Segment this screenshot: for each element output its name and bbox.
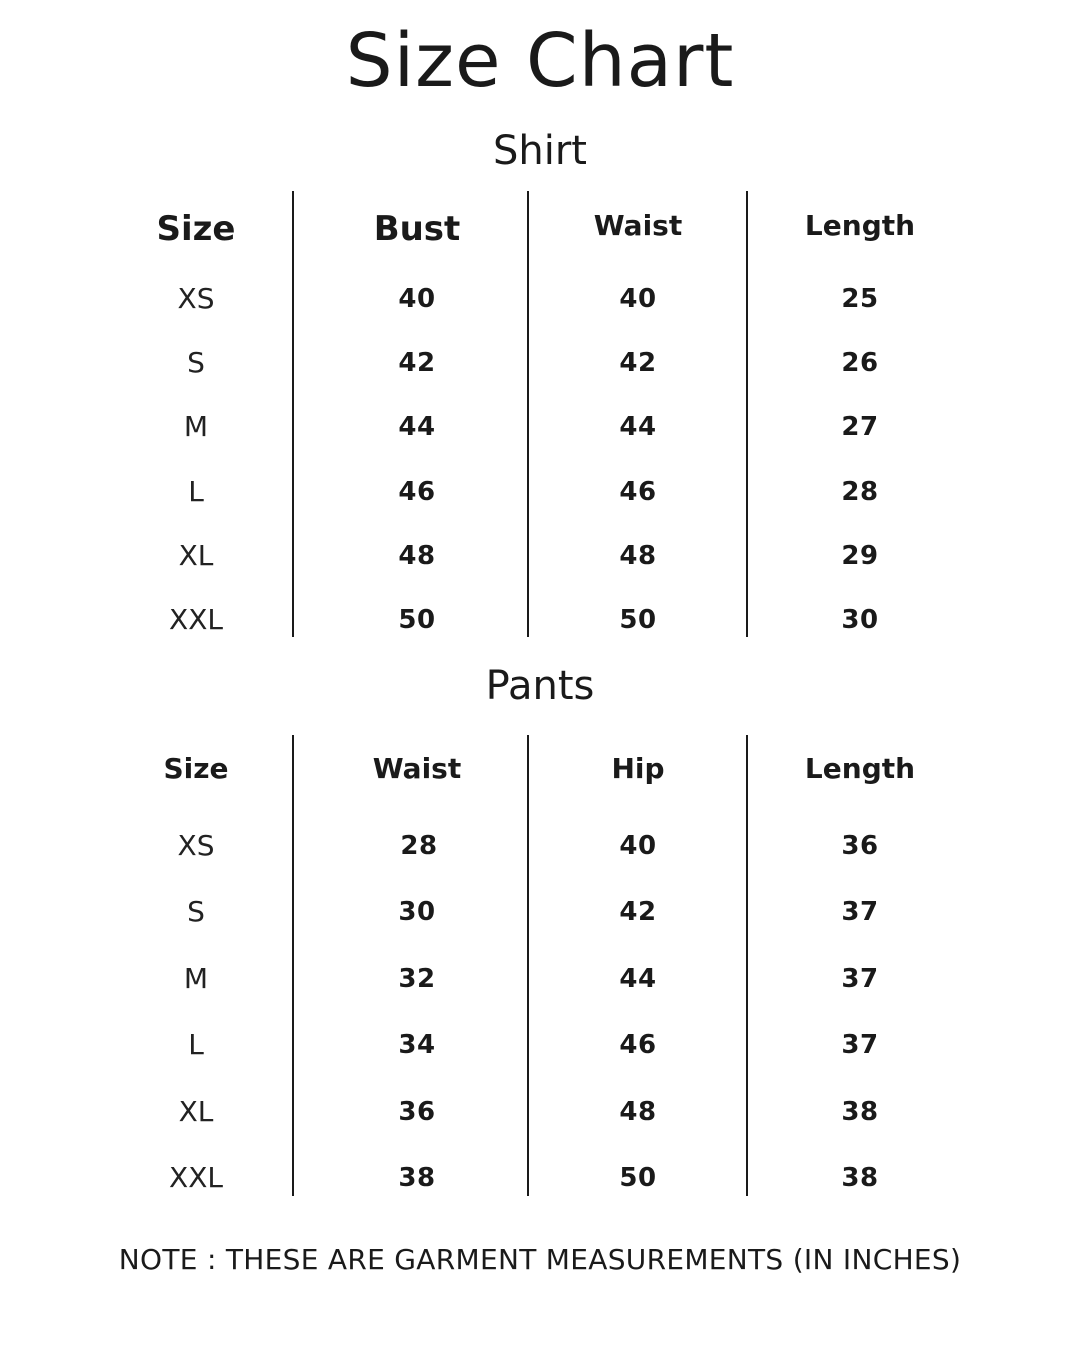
pants-table-cell: 34 xyxy=(398,1030,436,1060)
pants-table-cell: M xyxy=(183,962,209,995)
shirt-header-cell: Size xyxy=(156,209,236,249)
pants-header-cell: Waist xyxy=(372,752,462,785)
shirt-header-cell: Waist xyxy=(593,209,683,242)
pants-table-cell: 50 xyxy=(619,1163,657,1193)
shirt-table-cell: 46 xyxy=(398,477,436,507)
shirt-table-cell: 50 xyxy=(619,605,657,635)
pants-header-cell: Hip xyxy=(611,752,665,785)
pants-table-cell: 40 xyxy=(619,831,657,861)
pants-table-cell: 36 xyxy=(841,831,879,861)
shirt-table-cell: 27 xyxy=(841,412,879,442)
pants-table-cell: XXL xyxy=(169,1161,223,1194)
measurement-note: NOTE : THESE ARE GARMENT MEASUREMENTS (IN INCHES) xyxy=(118,1243,962,1276)
pants-table-cell: 42 xyxy=(619,897,657,927)
shirt-table-cell: 48 xyxy=(398,541,436,571)
pants-table-cell: 30 xyxy=(398,897,436,927)
shirt-table-cell: S xyxy=(187,346,205,379)
shirt-table-cell: 42 xyxy=(619,348,657,378)
pants-table-cell: XL xyxy=(178,1095,214,1128)
shirt-table-cell: 26 xyxy=(841,348,879,378)
page-title: Size Chart xyxy=(345,18,735,104)
pants-table-cell: 38 xyxy=(841,1097,879,1127)
shirt-table-cell: 30 xyxy=(841,605,879,635)
pants-header-cell: Length xyxy=(804,752,916,785)
shirt-table-cell: 40 xyxy=(619,284,657,314)
pants-table-cell: S xyxy=(187,895,205,928)
pants-table-cell: 36 xyxy=(398,1097,436,1127)
shirt-table-cell: 25 xyxy=(841,284,879,314)
shirt-table-cell: XXL xyxy=(169,603,223,636)
pants-table-cell: 32 xyxy=(398,964,436,994)
shirt-header-cell: Bust xyxy=(373,209,461,249)
shirt-table-cell: 46 xyxy=(619,477,657,507)
pants-table-cell: 48 xyxy=(619,1097,657,1127)
shirt-table-cell: M xyxy=(183,410,209,443)
pants-section-title: Pants xyxy=(485,663,595,709)
shirt-table-cell: 40 xyxy=(398,284,436,314)
shirt-header-cell: Length xyxy=(804,209,916,242)
pants-table-cell: 38 xyxy=(841,1163,879,1193)
pants-table-cell: 37 xyxy=(841,964,879,994)
shirt-table-cell: 44 xyxy=(619,412,657,442)
shirt-table-cell: 50 xyxy=(398,605,436,635)
shirt-table-cell: 42 xyxy=(398,348,436,378)
pants-table-cell: 28 xyxy=(400,831,438,861)
pants-header-cell: Size xyxy=(163,752,229,785)
shirt-table-cell: 29 xyxy=(841,541,879,571)
shirt-table-cell: 28 xyxy=(841,477,879,507)
shirt-table-cell: XL xyxy=(178,539,214,572)
shirt-table-cell: L xyxy=(188,475,204,508)
pants-table-cell: L xyxy=(188,1028,204,1061)
shirt-table-cell: 44 xyxy=(398,412,436,442)
pants-table-cell: XS xyxy=(177,829,215,862)
shirt-table-cell: 48 xyxy=(619,541,657,571)
pants-table-cell: 37 xyxy=(841,1030,879,1060)
shirt-section-title: Shirt xyxy=(493,128,587,174)
pants-table-cell: 46 xyxy=(619,1030,657,1060)
pants-table-cell: 44 xyxy=(619,964,657,994)
pants-table-cell: 38 xyxy=(398,1163,436,1193)
shirt-table-cell: XS xyxy=(177,282,215,315)
pants-table-cell: 37 xyxy=(841,897,879,927)
